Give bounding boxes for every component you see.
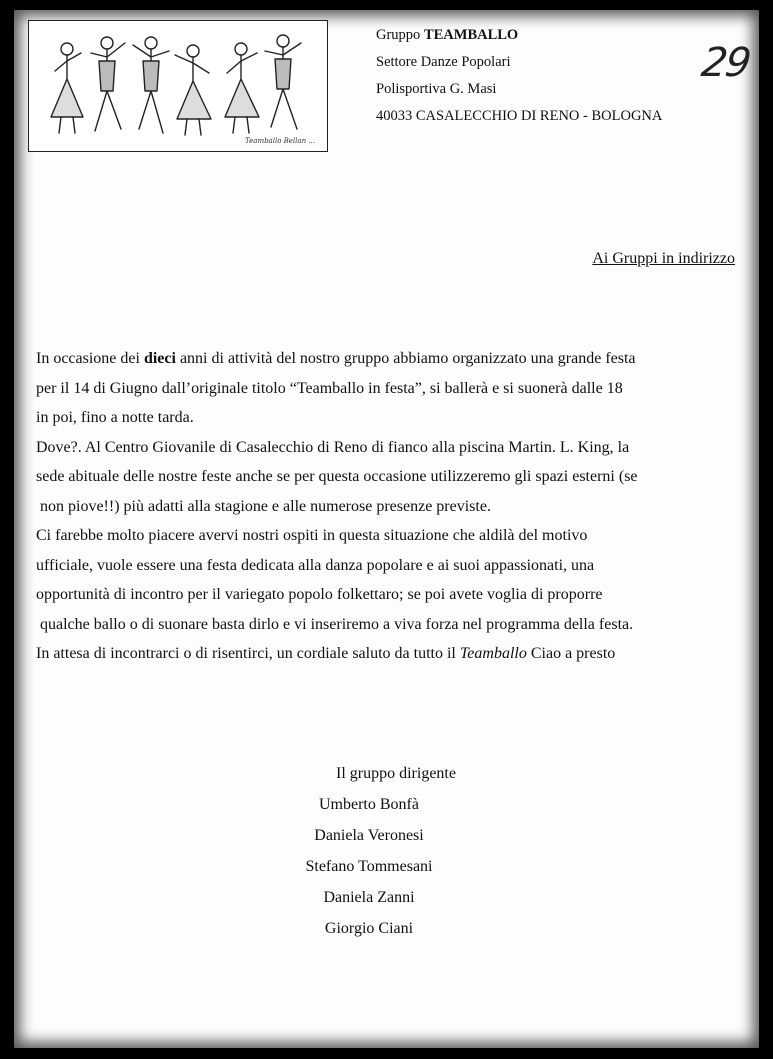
letterhead-line1 (376, 22, 662, 49)
signature-member: Umberto Bonfà (319, 796, 419, 813)
signature-member: Daniela Zanni (323, 889, 415, 906)
group-prefix: Gruppo (376, 27, 421, 43)
body-line: per il 14 di Giugno dall’originale titolo “Teamballo in festa”, si ballerà e si suonerà dalle 18 (36, 379, 623, 397)
dancers-logo (28, 20, 328, 152)
page-number: 29 (698, 40, 753, 86)
letterhead-line2: Settore Danze Popolari (376, 54, 511, 70)
body-line: In occasione dei dieci anni di attività del nostro gruppo abbiamo organizzato una grande festa (36, 350, 636, 367)
body-line: qualche ballo o di suonare basta dirlo e vi inseriremo a viva forza nel programma della festa. (40, 615, 634, 633)
letterhead-line3: Polisportiva G. Masi (376, 81, 497, 97)
logo-signature: Teamballo Bellan ... (245, 137, 315, 145)
dancers-illustration (29, 21, 327, 151)
body-line: Ci farebbe molto piacere avervi nostri ospiti in questa situazione che aldilà del motivo (36, 527, 588, 544)
body-line: sede abituale delle nostre feste anche se per questa occasione utilizzeremo gli spazi esterni (se (36, 468, 638, 485)
letter-page (14, 10, 759, 1048)
body-line: non piove!!) più adatti alla stagione e alle numerose presenze previste. (40, 497, 491, 515)
body-line: in poi, fino a notte tarda. (36, 409, 194, 426)
signature-member: Stefano Tommesani (305, 858, 433, 875)
signature-block (264, 758, 474, 944)
recipient-line: Ai Gruppi in indirizzo (592, 250, 735, 267)
signature-group: Il gruppo dirigente (336, 765, 456, 782)
body-line: Dove?. Al Centro Giovanile di Casalecchio di Reno di fianco alla piscina Martin. L. King, la (36, 438, 630, 456)
letterhead (376, 22, 662, 130)
body-line: opportunità di incontro per il variegato popolo folkettaro; se poi avete voglia di proporre (36, 586, 603, 603)
letter-body (36, 344, 746, 669)
group-name: TEAMBALLO (423, 27, 519, 43)
signature-member: Giorgio Ciani (324, 920, 414, 937)
signature-member: Daniela Veronesi (314, 827, 424, 844)
letterhead-line4: 40033 CASALECCHIO DI RENO - BOLOGNA (376, 108, 663, 124)
body-line: ufficiale, vuole essere una festa dedicata alla danza popolare e ai suoi appassionati, una (36, 556, 595, 574)
body-line: In attesa di incontrarci o di risentirci, un cordiale saluto da tutto il Teamballo Ciao a presto (36, 645, 616, 662)
